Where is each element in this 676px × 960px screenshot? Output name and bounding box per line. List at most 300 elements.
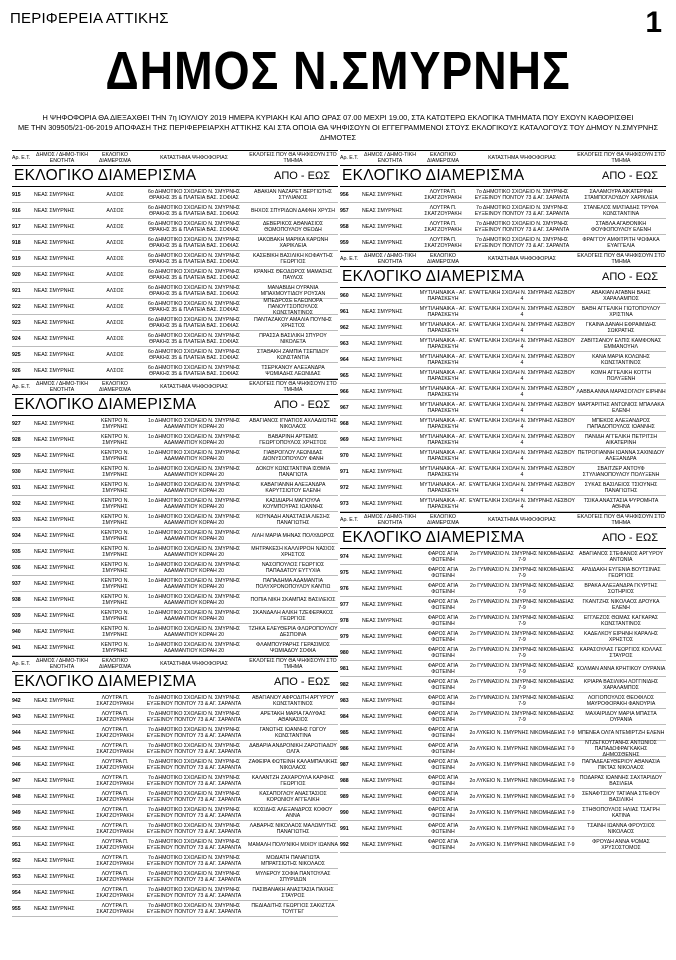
electoral-district: ΚΕΝΤΡΟ Ν. ΣΜΥΡΝΗΣ [101, 433, 129, 446]
polling-station: ΕΥΑΓΓΕΛΙΚΗ ΣΧΟΛΗ Ν. ΣΜΥΡΝΗΣ ΛΕΣΒΟΥ 4 [469, 481, 575, 494]
electoral-district: ΛΟΥΤΡΑ Π. ΣΚΑΤΖΟΥΡΑΚΗ [96, 822, 134, 835]
table-header [340, 512, 666, 528]
district-band-range: ΑΠΟ - ΕΩΣ [274, 676, 330, 688]
table-row [12, 560, 338, 576]
municipality: ΝΕΑΣ ΣΜΥΡΝΗΣ [362, 308, 403, 315]
polling-station: 1ο ΔΗΜΟΤΙΚΟ ΣΧΟΛΕΙΟ Ν. ΣΜΥΡΝΗΣ ΑΔΑΜΑΝΤΙΟΥ ΚΟΡΑΗ 20 [147, 433, 241, 446]
electoral-district: ΑΛΣΟΣ [106, 191, 124, 198]
polling-station: ΕΥΑΓΓΕΛΙΚΗ ΣΧΟΛΗ Ν. ΣΜΥΡΝΗΣ ΛΕΣΒΟΥ 4 [469, 353, 575, 366]
section-number: 943 [12, 713, 21, 720]
polling-station: 7ο ΔΗΜΟΤΙΚΟ ΣΧΟΛΕΙΟ Ν. ΣΜΥΡΝΗΣ ΕΥΞΕΙΝΟΥ ΠΟΝΤΟΥ 73 & ΑΓ. ΣΑΡΑΝΤΑ [474, 236, 570, 249]
municipality: ΝΕΑΣ ΣΜΥΡΝΗΣ [34, 697, 75, 704]
voter-range: ΛΟΓΙΟΠΟΥΛΟΣ ΘΕΟΦΙΛΟΣ ΜΑΥΡΟΦΟΡΑΚΗ ΦΑΝΟΥΡΙΑ [586, 694, 656, 707]
section-number: 959 [340, 239, 349, 246]
electoral-district: ΑΛΣΟΣ [106, 303, 124, 310]
header-district: ΕΚΛΟΓΙΚΟ ΔΙΑΜΕΡΙΣΜΑ [426, 253, 460, 265]
section-number: 942 [12, 697, 21, 704]
header-unit: ΔΗΜΟΣ / ΔΗΜΟ-ΤΙΚΗ ΕΝΟΤΗΤΑ [36, 152, 88, 164]
municipality: ΝΕΑΣ ΣΜΥΡΝΗΣ [362, 239, 403, 246]
section-number: 954 [12, 889, 21, 896]
voter-range: ΦΡΟΥΔΗ ΑΝΝΑ ΨΩΜΑΣ ΧΡΥΣΟΣΤΟΜΟΣ [592, 838, 650, 851]
municipality: ΝΕΑΣ ΣΜΥΡΝΗΣ [34, 841, 75, 848]
polling-station: 1ο ΔΗΜΟΤΙΚΟ ΣΧΟΛΕΙΟ Ν. ΣΜΥΡΝΗΣ ΑΔΑΜΑΝΤΙΟΥ ΚΟΡΑΗ 20 [147, 593, 241, 606]
voter-range: ΣΒΑΙΤΖΕΡ ΑΝΤΟΥΦ ΣΤΥΛΙΑΝΟΠΟΥΛΟΥ ΠΟΛΥΞΕΝΗ [582, 465, 660, 478]
voter-range: ΣΕΝΑΦΤΣΙΟΥ ΤΑΤΙΑΝΑ ΣΤΕΦΟΥ ΒΑΣΙΛΙΚΗ [582, 790, 660, 803]
polling-station: 7ο ΔΗΜΟΤΙΚΟ ΣΧΟΛΕΙΟ Ν. ΣΜΥΡΝΗΣ ΕΥΞΕΙΝΟΥ ΠΟΝΤΟΥ 73 & ΑΓ. ΣΑΡΑΝΤΑ [146, 742, 242, 755]
voter-range: ΜΑΜΑΛΗ ΠΟΛΥΝΙΚΗ ΜΙΧΟΥ ΙΩΑΝΝΑ [248, 841, 338, 848]
section-number: 965 [340, 372, 349, 379]
polling-station: 6ο ΔΗΜΟΤΙΚΟ ΣΧΟΛΕΙΟ Ν. ΣΜΥΡΝΗΣ ΘΡΑΚΗΣ 35 & ΠΛΑΤΕΙΑ ΒΑΣ. ΣΟΦΙΑΣ [147, 364, 241, 377]
section-number: 922 [12, 303, 21, 310]
electoral-district: ΦΑΡΟΣ ΑΓΙΑ ΦΩΤΕΙΝΗ [427, 566, 459, 579]
polling-station: ΕΥΑΓΓΕΛΙΚΗ ΣΧΟΛΗ Ν. ΣΜΥΡΝΗΣ ΛΕΣΒΟΥ 4 [469, 465, 575, 478]
section-number: 990 [340, 809, 349, 816]
section-number: 979 [340, 633, 349, 640]
voter-range: ΝΑΣΟΠΟΥΛΟΣ ΓΕΩΡΓΙΟΣ ΠΑΠΑΔΑΤΟΥ ΕΥΤΥΧΙΑ [261, 561, 325, 574]
polling-station: 7ο ΔΗΜΟΤΙΚΟ ΣΧΟΛΕΙΟ Ν. ΣΜΥΡΝΗΣ ΕΥΞΕΙΝΟΥ ΠΟΝΤΟΥ 73 & ΑΓ. ΣΑΡΑΝΤΑ [146, 854, 242, 867]
voter-range: ΠΑΣΙΒΑΝΑΚΗ ΑΝΑΣΤΑΣΙΑ ΠΑΧΗΣ ΣΤΑΥΡΟΣ [252, 886, 334, 899]
electoral-district: ΜΥΤΙΛΗΝΑΙΚΑ - ΑΓ. ΠΑΡΑΣΚΕΥΗ [419, 497, 467, 510]
electoral-district: ΦΑΡΟΣ ΑΓΙΑ ΦΩΤΕΙΝΗ [427, 726, 459, 739]
municipality: ΝΕΑΣ ΣΜΥΡΝΗΣ [34, 777, 75, 784]
electoral-district: ΜΥΤΙΛΗΝΑΙΚΑ - ΑΓ. ΠΑΡΑΣΚΕΥΗ [419, 289, 467, 302]
section-number: 985 [340, 729, 349, 736]
municipality: ΝΕΑΣ ΣΜΥΡΝΗΣ [34, 729, 75, 736]
municipality: ΝΕΑΣ ΣΜΥΡΝΗΣ [362, 585, 403, 592]
section-number: 976 [340, 585, 349, 592]
table-row [340, 368, 666, 384]
table-row [340, 565, 666, 581]
polling-station: ΕΥΑΓΓΕΛΙΚΗ ΣΧΟΛΗ Ν. ΣΜΥΡΝΗΣ ΛΕΣΒΟΥ 4 [469, 417, 575, 430]
polling-station: ΕΥΑΓΓΕΛΙΚΗ ΣΧΟΛΗ Ν. ΣΜΥΡΝΗΣ ΛΕΣΒΟΥ 4 [469, 289, 575, 302]
table-row [12, 187, 338, 203]
voter-range: ΚΑΡΑΣΟΥΛΑΣ ΓΕΩΡΓΙΟΣ ΚΟΛΛΑΣ ΣΤΑΥΡΟΣ [579, 646, 663, 659]
voter-range: ΤΣΙΚΑ ΑΝΑΣΤΑΣΙΑ ΨΥΡΟΜΗΤΑ ΑΘΗΝΑ [583, 497, 659, 510]
section-number: 970 [340, 452, 349, 459]
header-district: ΕΚΛΟΓΙΚΟ ΔΙΑΜΕΡΙΣΜΑ [426, 152, 460, 164]
voter-range: ΣΤΑΒΛΑ ΑΓΑΘΟΝΙΚΗ ΦΟΥΦΟΠΟΥΛΟΥ ΕΛΕΝΗ [591, 220, 651, 233]
municipality: ΝΕΑΣ ΣΜΥΡΝΗΣ [34, 271, 75, 278]
district-band [340, 166, 666, 187]
voter-range: ΜΑΡΓΑΡΙΤΗΣ ΑΝΤΩΝΙΟΣ ΜΠΑΛΑΚΑ ΕΛΕΝΗ [577, 401, 665, 414]
header-voters: ΕΚΛΟΓΕΙΣ ΠΟΥ ΘΑ ΨΗΦΙΣΟΥΝ ΣΤΟ ΤΜΗΜΑ [577, 152, 665, 164]
polling-station: 2ο ΛΥΚΕΙΟ Ν. ΣΜΥΡΝΗΣ ΝΙΚΟΜΗΔΕΙΑΣ 7-9 [469, 841, 575, 848]
electoral-district: ΚΕΝΤΡΟ Ν. ΣΜΥΡΝΗΣ [101, 481, 129, 494]
voter-range: ΓΑΝΩΤΗΣ ΙΩΑΝΝΗΣ ΓΩΓΟΥ ΚΩΝΣΤΑΝΤΙΝΑ [259, 726, 327, 739]
municipality: ΝΕΑΣ ΣΜΥΡΝΗΣ [362, 713, 403, 720]
voter-range: ΜΥΛΕΡΟΥ ΣΟΦΙΑ ΠΑΝΤΟΥΛΑΣ ΣΠΥΡΙΔΩΝ [255, 870, 331, 883]
municipality: ΝΕΑΣ ΣΜΥΡΝΗΣ [34, 793, 75, 800]
header-voters: ΕΚΛΟΓΕΙΣ ΠΟΥ ΘΑ ΨΗΦΙΣΟΥΝ ΣΤΟ ΤΜΗΜΑ [577, 253, 665, 265]
electoral-district: ΛΟΥΤΡΑ Π. ΣΚΑΤΖΟΥΡΑΚΗ [96, 694, 134, 707]
municipality: ΝΕΑΣ ΣΜΥΡΝΗΣ [34, 207, 75, 214]
polling-station: 2ο ΓΥΜΝΑΣΙΟ Ν. ΣΜΥΡΝΗΣ ΝΙΚΟΜΗΔΕΙΑΣ 7-9 [469, 582, 575, 595]
table-row [340, 549, 666, 565]
section-number: 928 [12, 436, 21, 443]
district-band [12, 395, 338, 416]
polling-station: 7ο ΔΗΜΟΤΙΚΟ ΣΧΟΛΕΙΟ Ν. ΣΜΥΡΝΗΣ ΕΥΞΕΙΝΟΥ ΠΟΝΤΟΥ 73 & ΑΓ. ΣΑΡΑΝΤΑ [146, 886, 242, 899]
electoral-district: ΛΟΥΤΡΑ Π. ΣΚΑΤΖΟΥΡΑΚΗ [96, 742, 134, 755]
voter-range: ΤΣΑΙΝΗ ΙΩΑΝΝΑ ΦΡΟΥΣΙΟΣ ΝΙΚΟΛΑΟΣ [587, 822, 655, 835]
table-row [340, 821, 666, 837]
voter-range: ΓΙΑΒΡΟΓΛΟΥ ΛΕΩΝΙΔΑΣ ΔΙΟΝΥΣΟΠΟΥΛΟΥ ΦΑΝΗ [262, 449, 324, 462]
table-header [12, 379, 338, 395]
municipality: ΝΕΑΣ ΣΜΥΡΝΗΣ [362, 372, 403, 379]
table-row [12, 219, 338, 235]
electoral-district: ΦΑΡΟΣ ΑΓΙΑ ΦΩΤΕΙΝΗ [427, 582, 459, 595]
section-number: 921 [12, 287, 21, 294]
header-unit: ΔΗΜΟΣ / ΔΗΜΟ-ΤΙΚΗ ΕΝΟΤΗΤΑ [36, 658, 88, 670]
electoral-district: ΛΟΥΤΡΑ Π. ΣΚΑΤΖΟΥΡΑΚΗ [96, 710, 134, 723]
district-band-range: ΑΠΟ - ΕΩΣ [602, 271, 658, 283]
table-row [12, 773, 338, 789]
table-row [340, 773, 666, 789]
table-row [340, 597, 666, 613]
municipality: ΝΕΑΣ ΣΜΥΡΝΗΣ [34, 223, 75, 230]
electoral-district: ΦΑΡΟΣ ΑΓΙΑ ΦΩΤΕΙΝΗ [427, 758, 459, 771]
municipality: ΝΕΑΣ ΣΜΥΡΝΗΣ [362, 191, 403, 198]
voter-range: ΠΕΤΡΟΓΙΑΝΝΗ ΙΩΑΝΝΑ ΣΑΧΙΝΙΔΟΥ ΑΛΕΞΑΝΔΡΑ [577, 449, 665, 462]
voter-range: ΓΚΑΝΤΖΗΣ ΝΙΚΟΛΑΟΣ ΔΡΟΥΚΑ ΕΛΕΝΗ [582, 598, 660, 611]
municipality: ΝΕΑΣ ΣΜΥΡΝΗΣ [34, 628, 75, 635]
table-row [12, 693, 338, 709]
section-number: 924 [12, 335, 21, 342]
municipality: ΝΕΑΣ ΣΜΥΡΝΗΣ [34, 825, 75, 832]
table-row [12, 757, 338, 773]
voter-range: ΜΑΧΑΙΡΙΔΟΥ ΜΑΡΙΑ ΜΠΑΣΤΑ ΟΥΡΑΝΙΑ [585, 710, 657, 723]
voter-range: ΖΑΦΕΙΡΑ ΦΩΤΕΙΝΗ ΚΑΛΑΜΠΑΛΙΚΗΣ ΝΙΚΟΛΑΟΣ [248, 758, 338, 771]
voter-range: ΠΕΔΙΑΔΙΤΗΣ ΓΕΩΡΓΙΟΣ ΣΑΚΙΖΤΖΑ ΤΟΥΓΓΕΓ [251, 902, 335, 915]
electoral-district: ΛΟΥΤΡΑ Π. ΣΚΑΤΖΟΥΡΑΚΗ [424, 220, 462, 233]
voter-range: ΒΑΒΑΡΙΝΗ ΑΡΤΕΜΙΣ ΓΕΩΡΓΟΠΟΥΛΟΣ ΧΡΗΣΤΟΣ [259, 433, 327, 446]
table-row [340, 400, 666, 416]
district-band-title: ΕΚΛΟΓΙΚΟ ΔΙΑΜΕΡΙΣΜΑ [14, 673, 197, 690]
voter-range: ΚΑΛΑΝΤΖΗ ΖΑΧΑΡΟΥΛΑ ΚΑΡΦΗΣ ΓΕΩΡΓΙΟΣ [251, 774, 335, 787]
table-row [340, 288, 666, 304]
table-row [12, 805, 338, 821]
municipality: ΝΕΑΣ ΣΜΥΡΝΗΣ [362, 825, 403, 832]
polling-station: 7ο ΔΗΜΟΤΙΚΟ ΣΧΟΛΕΙΟ Ν. ΣΜΥΡΝΗΣ ΕΥΞΕΙΝΟΥ ΠΟΝΤΟΥ 73 & ΑΓ. ΣΑΡΑΝΤΑ [146, 710, 242, 723]
table-row [12, 821, 338, 837]
electoral-district: ΑΛΣΟΣ [106, 287, 124, 294]
table-row [12, 299, 338, 315]
header-station: ΚΑΤΑΣΤΗΜΑ ΨΗΦΟΦΟΡΙΑΣ [160, 155, 228, 161]
electoral-district: ΚΕΝΤΡΟ Ν. ΣΜΥΡΝΗΣ [101, 641, 129, 654]
table-row [12, 837, 338, 853]
table-row [12, 480, 338, 496]
polling-station: ΕΥΑΓΓΕΛΙΚΗ ΣΧΟΛΗ Ν. ΣΜΥΡΝΗΣ ΛΕΣΒΟΥ 4 [469, 369, 575, 382]
polling-station: ΕΥΑΓΓΕΛΙΚΗ ΣΧΟΛΗ Ν. ΣΜΥΡΝΗΣ ΛΕΣΒΟΥ 4 [469, 497, 575, 510]
polling-station: 6ο ΔΗΜΟΤΙΚΟ ΣΧΟΛΕΙΟ Ν. ΣΜΥΡΝΗΣ ΘΡΑΚΗΣ 35 & ΠΛΑΤΕΙΑ ΒΑΣ. ΣΟΦΙΑΣ [147, 188, 241, 201]
municipality: ΝΕΑΣ ΣΜΥΡΝΗΣ [362, 649, 403, 656]
polling-station: 7ο ΔΗΜΟΤΙΚΟ ΣΧΟΛΕΙΟ Ν. ΣΜΥΡΝΗΣ ΕΥΞΕΙΝΟΥ ΠΟΝΤΟΥ 73 & ΑΓ. ΣΑΡΑΝΤΑ [146, 838, 242, 851]
header-voters: ΕΚΛΟΓΕΙΣ ΠΟΥ ΘΑ ΨΗΦΙΣΟΥΝ ΣΤΟ ΤΜΗΜΑ [577, 514, 665, 526]
electoral-district: ΜΥΤΙΛΗΝΑΙΚΑ - ΑΓ. ΠΑΡΑΣΚΕΥΗ [419, 449, 467, 462]
electoral-district: ΑΛΣΟΣ [106, 223, 124, 230]
section-number: 977 [340, 601, 349, 608]
voter-range: ΣΚΑΝΔΑΛΗ ΑΛΙΚΗ ΤΖΕΦΕΡΑΚΟΣ ΓΕΩΡΓΙΟΣ [252, 609, 334, 622]
section-number: 930 [12, 468, 21, 475]
electoral-district: ΜΥΤΙΛΗΝΑΙΚΑ - ΑΓ. ΠΑΡΑΣΚΕΥΗ [419, 369, 467, 382]
table-row [340, 677, 666, 693]
municipality: ΝΕΑΣ ΣΜΥΡΝΗΣ [362, 420, 403, 427]
voter-range: ΕΓΓΛΕΖΟΣ ΘΩΜΑΣ ΚΑΓΚΑΡΑΣ ΚΩΝΣΤΑΝΤΙΝΟΣ [583, 614, 659, 627]
section-number: 931 [12, 484, 21, 491]
voter-range: ΑΒΑΓΙΑΝΟΣ ΣΤΕΦΑΝΟΣ ΑΡΓΥΡΟΥ ΑΝΤΩΝΙΑ [578, 550, 664, 563]
municipality: ΝΕΑΣ ΣΜΥΡΝΗΣ [34, 452, 75, 459]
electoral-district: ΛΟΥΤΡΑ Π. ΣΚΑΤΖΟΥΡΑΚΗ [96, 774, 134, 787]
table-row [340, 805, 666, 821]
electoral-district: ΦΑΡΟΣ ΑΓΙΑ ΦΩΤΕΙΝΗ [427, 806, 459, 819]
municipality: ΝΕΑΣ ΣΜΥΡΝΗΣ [362, 617, 403, 624]
polling-station: 2ο ΓΥΜΝΑΣΙΟ Ν. ΣΜΥΡΝΗΣ ΝΙΚΟΜΗΔΕΙΑΣ 7-9 [469, 630, 575, 643]
polling-station: 6ο ΔΗΜΟΤΙΚΟ ΣΧΟΛΕΙΟ Ν. ΣΜΥΡΝΗΣ ΘΡΑΚΗΣ 35 & ΠΛΑΤΕΙΑ ΒΑΣ. ΣΟΦΙΑΣ [147, 348, 241, 361]
municipality: ΝΕΑΣ ΣΜΥΡΝΗΣ [362, 665, 403, 672]
section-number: 938 [12, 596, 21, 603]
polling-station: 7ο ΔΗΜΟΤΙΚΟ ΣΧΟΛΕΙΟ Ν. ΣΜΥΡΝΗΣ ΕΥΞΕΙΝΟΥ ΠΟΝΤΟΥ 73 & ΑΓ. ΣΑΡΑΝΤΑ [146, 870, 242, 883]
electoral-district: ΚΕΝΤΡΟ Ν. ΣΜΥΡΝΗΣ [101, 417, 129, 430]
municipality: ΝΕΑΣ ΣΜΥΡΝΗΣ [362, 340, 403, 347]
polling-station: 6ο ΔΗΜΟΤΙΚΟ ΣΧΟΛΕΙΟ Ν. ΣΜΥΡΝΗΣ ΘΡΑΚΗΣ 35 & ΠΛΑΤΕΙΑ ΒΑΣ. ΣΟΦΙΑΣ [147, 236, 241, 249]
header-num: Αρ. Ε.Τ. [12, 661, 31, 667]
municipality: ΝΕΑΣ ΣΜΥΡΝΗΣ [362, 388, 403, 395]
municipality: ΝΕΑΣ ΣΜΥΡΝΗΣ [362, 777, 403, 784]
table-header [340, 150, 666, 166]
voter-range: ΚΑΣΑΠΟΓΛΟΥ ΑΝΑΣΤΑΣΙΟΣ ΚΟΡΩΝΙΟΥ ΑΓΓΕΛΙΚΗ [259, 790, 327, 803]
municipality: ΝΕΑΣ ΣΜΥΡΝΗΣ [34, 761, 75, 768]
electoral-district: ΦΑΡΟΣ ΑΓΙΑ ΦΩΤΕΙΝΗ [427, 710, 459, 723]
voter-range: ΑΒΑΚΙΑΝ ΝΑΖΑΡΕΤ ΒΕΡΓΙΩΤΗΣ ΣΤΥΛΙΑΝΟΣ [254, 188, 332, 201]
electoral-district: ΚΕΝΤΡΟ Ν. ΣΜΥΡΝΗΣ [101, 529, 129, 542]
polling-station: 6ο ΔΗΜΟΤΙΚΟ ΣΧΟΛΕΙΟ Ν. ΣΜΥΡΝΗΣ ΘΡΑΚΗΣ 35 & ΠΛΑΤΕΙΑ ΒΑΣ. ΣΟΦΙΑΣ [147, 268, 241, 281]
municipality: ΝΕΑΣ ΣΜΥΡΝΗΣ [362, 729, 403, 736]
section-number: 968 [340, 420, 349, 427]
electoral-district: ΛΟΥΤΡΑ Π. ΣΚΑΤΖΟΥΡΑΚΗ [96, 790, 134, 803]
table-row [12, 347, 338, 363]
section-number: 969 [340, 436, 349, 443]
electoral-district: ΦΑΡΟΣ ΑΓΙΑ ΦΩΤΕΙΝΗ [427, 694, 459, 707]
voter-range: ΜΠΕΝΕΑ ΟΛΓΑ ΝΤΕΜΙΡΤΖΗ ΕΛΕΝΗ [577, 729, 665, 736]
section-number: 956 [340, 191, 349, 198]
section-number: 936 [12, 564, 21, 571]
municipality: ΝΕΑΣ ΣΜΥΡΝΗΣ [34, 713, 75, 720]
polling-station: 2ο ΓΥΜΝΑΣΙΟ Ν. ΣΜΥΡΝΗΣ ΝΙΚΟΜΗΔΕΙΑΣ 7-9 [469, 662, 575, 675]
municipality: ΝΕΑΣ ΣΜΥΡΝΗΣ [34, 484, 75, 491]
left-column [12, 150, 338, 956]
section-number: 981 [340, 665, 349, 672]
section-number: 964 [340, 356, 349, 363]
table-row [340, 235, 666, 251]
municipality: ΝΕΑΣ ΣΜΥΡΝΗΣ [362, 697, 403, 704]
table-row [340, 837, 666, 853]
table-row [340, 757, 666, 773]
header-voters: ΕΚΛΟΓΕΙΣ ΠΟΥ ΘΑ ΨΗΦΙΣΟΥΝ ΣΤΟ ΤΜΗΜΑ [249, 381, 337, 393]
polling-station: 6ο ΔΗΜΟΤΙΚΟ ΣΧΟΛΕΙΟ Ν. ΣΜΥΡΝΗΣ ΘΡΑΚΗΣ 35 & ΠΛΑΤΕΙΑ ΒΑΣ. ΣΟΦΙΑΣ [147, 220, 241, 233]
polling-station: ΕΥΑΓΓΕΛΙΚΗ ΣΧΟΛΗ Ν. ΣΜΥΡΝΗΣ ΛΕΣΒΟΥ 4 [469, 401, 575, 414]
header-unit: ΔΗΜΟΣ / ΔΗΜΟ-ΤΙΚΗ ΕΝΟΤΗΤΑ [364, 152, 416, 164]
table-row [340, 581, 666, 597]
section-number: 975 [340, 569, 349, 576]
table-row [12, 203, 338, 219]
table-row [340, 645, 666, 661]
section-number: 918 [12, 239, 21, 246]
section-number: 932 [12, 500, 21, 507]
section-number: 973 [340, 500, 349, 507]
municipality: ΝΕΑΣ ΣΜΥΡΝΗΣ [34, 287, 75, 294]
table-row [12, 869, 338, 885]
table-row [12, 576, 338, 592]
electoral-district: ΦΑΡΟΣ ΑΓΙΑ ΦΩΤΕΙΝΗ [427, 662, 459, 675]
electoral-district: ΜΥΤΙΛΗΝΑΙΚΑ - ΑΓ. ΠΑΡΑΣΚΕΥΗ [419, 353, 467, 366]
header-num: Αρ. Ε.Τ. [340, 155, 359, 161]
table-row [12, 251, 338, 267]
voter-range: ΣΑΛΑΜΟΥΡΑ ΑΙΚΑΤΕΡΙΝΗ ΣΤΑΜΠΟΓΛΟΥΔΟΥ ΧΑΡΙΚΛΕΙΑ [584, 188, 658, 201]
section-number: 983 [340, 697, 349, 704]
table-row [12, 741, 338, 757]
voter-range: ΦΛΑΜΠΟΥΡΑΡΗΣ ΓΕΡΑΣΙΜΟΣ ΨΩΜΙΑΔΟΥ ΣΟΦΙΑ [256, 641, 330, 654]
municipality: ΝΕΑΣ ΣΜΥΡΝΗΣ [362, 324, 403, 331]
polling-station: 1ο ΔΗΜΟΤΙΚΟ ΣΧΟΛΕΙΟ Ν. ΣΜΥΡΝΗΣ ΑΔΑΜΑΝΤΙΟΥ ΚΟΡΑΗ 20 [147, 481, 241, 494]
municipality: ΝΕΑΣ ΣΜΥΡΝΗΣ [34, 596, 75, 603]
municipality: ΝΕΑΣ ΣΜΥΡΝΗΣ [34, 351, 75, 358]
polling-station: 2ο ΓΥΜΝΑΣΙΟ Ν. ΣΜΥΡΝΗΣ ΝΙΚΟΜΗΔΕΙΑΣ 7-9 [469, 710, 575, 723]
electoral-district: ΑΛΣΟΣ [106, 239, 124, 246]
polling-station: 2ο ΛΥΚΕΙΟ Ν. ΣΜΥΡΝΗΣ ΝΙΚΟΜΗΔΕΙΑΣ 7-9 [469, 729, 575, 736]
voter-range: ΚΑΒΑΓΙΑΝΝΗ ΑΛΕΞΑΝΔΡΑ ΚΑΡΥΤΣΙΩΤΟΥ ΕΛΕΝΗ [260, 481, 326, 494]
section-number: 927 [12, 420, 21, 427]
table-row [12, 267, 338, 283]
section-number: 953 [12, 873, 21, 880]
municipality: ΝΕΑΣ ΣΜΥΡΝΗΣ [34, 239, 75, 246]
polling-station: 2ο ΛΥΚΕΙΟ Ν. ΣΜΥΡΝΗΣ ΝΙΚΟΜΗΔΕΙΑΣ 7-9 [469, 809, 575, 816]
district-band-range: ΑΠΟ - ΕΩΣ [602, 532, 658, 544]
table-row [12, 235, 338, 251]
voter-range: ΜΗΤΡΑΚΕΣΗ ΚΑΛΛΙΡΡΟΗ ΝΑΣΙΟΣ ΧΡΗΣΤΟΣ [251, 545, 335, 558]
table-row [340, 304, 666, 320]
header-voters: ΕΚΛΟΓΕΙΣ ΠΟΥ ΘΑ ΨΗΦΙΣΟΥΝ ΣΤΟ ΤΜΗΜΑ [249, 658, 337, 670]
voter-range: ΑΒΑΓΙΑΝΟΥ ΑΦΡΟΔΙΤΗ ΑΡΓΥΡΟΥ ΚΩΝΣΤΑΝΤΙΝΟΣ [251, 694, 335, 707]
electoral-district: ΜΥΤΙΛΗΝΑΙΚΑ - ΑΓ. ΠΑΡΑΣΚΕΥΗ [419, 321, 467, 334]
header-voters: ΕΚΛΟΓΕΙΣ ΠΟΥ ΘΑ ΨΗΦΙΣΟΥΝ ΣΤΟ ΤΜΗΜΑ [249, 152, 337, 164]
header-station: ΚΑΤΑΣΤΗΜΑ ΨΗΦΟΦΟΡΙΑΣ [160, 384, 228, 390]
table-row [340, 741, 666, 757]
electoral-district: ΚΕΝΤΡΟ Ν. ΣΜΥΡΝΗΣ [101, 625, 129, 638]
voter-range: ΝΤΖΕΓΚΟΥΤΑΝΗΣ ΑΝΤΩΝΙΟΣ ΠΑΠΑΔΟΦΡΑΓΚΑΚΗΣ ΔΗΜΟΣΘΕΝΗΣ [585, 739, 657, 758]
section-number: 992 [340, 841, 349, 848]
municipality: ΝΕΑΣ ΣΜΥΡΝΗΣ [34, 516, 75, 523]
municipality: ΝΕΑΣ ΣΜΥΡΝΗΣ [34, 319, 75, 326]
table-row [340, 203, 666, 219]
municipality: ΝΕΑΣ ΣΜΥΡΝΗΣ [34, 191, 75, 198]
electoral-district: ΚΕΝΤΡΟ Ν. ΣΜΥΡΝΗΣ [101, 593, 129, 606]
polling-station: 2ο ΓΥΜΝΑΣΙΟ Ν. ΣΜΥΡΝΗΣ ΝΙΚΟΜΗΔΕΙΑΣ 7-9 [469, 694, 575, 707]
table-row [12, 432, 338, 448]
section-number: 971 [340, 468, 349, 475]
section-number: 988 [340, 777, 349, 784]
electoral-district: ΑΛΣΟΣ [106, 271, 124, 278]
section-number: 967 [340, 404, 349, 411]
section-number: 961 [340, 308, 349, 315]
electoral-district: ΑΛΣΟΣ [106, 335, 124, 342]
electoral-district: ΚΕΝΤΡΟ Ν. ΣΜΥΡΝΗΣ [101, 577, 129, 590]
voter-range: ΑΒΑΓΙΑΝΟΣ ΙΓΝΑΤΙΟΣ ΑΧΛΑΔΙΩΤΗΣ ΝΙΚΟΛΑΟΣ [249, 417, 337, 430]
polling-station: 2ο ΓΥΜΝΑΣΙΟ Ν. ΣΜΥΡΝΗΣ ΝΙΚΟΜΗΔΕΙΑΣ 7-9 [469, 614, 575, 627]
polling-station: 7ο ΔΗΜΟΤΙΚΟ ΣΧΟΛΕΙΟ Ν. ΣΜΥΡΝΗΣ ΕΥΞΕΙΝΟΥ ΠΟΝΤΟΥ 73 & ΑΓ. ΣΑΡΑΝΤΑ [146, 806, 242, 819]
table-row [340, 336, 666, 352]
electoral-district: ΜΥΤΙΛΗΝΑΙΚΑ - ΑΓ. ΠΑΡΑΣΚΕΥΗ [419, 433, 467, 446]
electoral-district: ΜΥΤΙΛΗΝΑΙΚΑ - ΑΓ. ΠΑΡΑΣΚΕΥΗ [419, 481, 467, 494]
polling-station: 2ο ΓΥΜΝΑΣΙΟ Ν. ΣΜΥΡΝΗΣ ΝΙΚΟΜΗΔΕΙΑΣ 7-9 [469, 598, 575, 611]
header-station: ΚΑΤΑΣΤΗΜΑ ΨΗΦΟΦΟΡΙΑΣ [160, 661, 228, 667]
electoral-district: ΜΥΤΙΛΗΝΑΙΚΑ - ΑΓ. ΠΑΡΑΣΚΕΥΗ [419, 401, 467, 414]
electoral-district: ΛΟΥΤΡΑ Π. ΣΚΑΤΖΟΥΡΑΚΗ [96, 870, 134, 883]
municipality: ΝΕΑΣ ΣΜΥΡΝΗΣ [34, 532, 75, 539]
voter-range: ΜΑΝΑΒΙΔΗ ΟΥΡΑΝΙΑ ΜΠΑΧΜΟΥΤΙΔΟΥ ΡΟΥΣΑΝ [260, 284, 326, 297]
voter-range: ΠΑΝΙΔΗ ΑΓΓΕΛΙΚΗ ΠΕΤΡΙΤΣΗ ΑΙΚΑΤΕΡΙΝΗ [584, 433, 658, 446]
municipality: ΝΕΑΣ ΣΜΥΡΝΗΣ [34, 809, 75, 816]
section-number: 934 [12, 532, 21, 539]
electoral-district: ΦΑΡΟΣ ΑΓΙΑ ΦΩΤΕΙΝΗ [427, 550, 459, 563]
table-row [12, 709, 338, 725]
electoral-district: ΑΛΣΟΣ [106, 255, 124, 262]
table-row [12, 528, 338, 544]
voter-range: ΖΑΒΙΤΣΑΝΟΥ ΕΛΠΙΣ ΚΑΜΦΟΝΑΣ ΕΜΜΑΝΟΥΗΛ [580, 337, 662, 350]
polling-station: 2ο ΓΥΜΝΑΣΙΟ Ν. ΣΜΥΡΝΗΣ ΝΙΚΟΜΗΔΕΙΑΣ 7-9 [469, 566, 575, 579]
table-row [12, 789, 338, 805]
table-row [12, 608, 338, 624]
municipality: ΝΕΑΣ ΣΜΥΡΝΗΣ [34, 857, 75, 864]
municipality: ΝΕΑΣ ΣΜΥΡΝΗΣ [34, 564, 75, 571]
section-number: 923 [12, 319, 21, 326]
voter-range: ΚΟΜΗ ΑΓΓΕΛΙΚΗ ΚΟΤΤΗ ΠΟΛΥΞΕΝΗ [590, 369, 652, 382]
header-station: ΚΑΤΑΣΤΗΜΑ ΨΗΦΟΦΟΡΙΑΣ [488, 155, 556, 161]
electoral-district: ΛΟΥΤΡΑ Π. ΣΚΑΤΖΟΥΡΑΚΗ [96, 838, 134, 851]
municipality: ΝΕΑΣ ΣΜΥΡΝΗΣ [34, 367, 75, 374]
electoral-district: ΦΑΡΟΣ ΑΓΙΑ ΦΩΤΕΙΝΗ [427, 742, 459, 755]
voter-range: ΔΑΒΑΡΙΑ ΑΝΔΡΟΝΙΚΗ ΖΑΡΩΤΙΑΔΟΥ ΟΛΓΑ [249, 742, 337, 755]
municipality: ΝΕΑΣ ΣΜΥΡΝΗΣ [34, 580, 75, 587]
polling-station: 6ο ΔΗΜΟΤΙΚΟ ΣΧΟΛΕΙΟ Ν. ΣΜΥΡΝΗΣ ΘΡΑΚΗΣ 35 & ΠΛΑΤΕΙΑ ΒΑΣ. ΣΟΦΙΑΣ [147, 284, 241, 297]
electoral-district: ΚΕΝΤΡΟ Ν. ΣΜΥΡΝΗΣ [101, 609, 129, 622]
section-number: 986 [340, 745, 349, 752]
section-number: 939 [12, 612, 21, 619]
polling-station: 1ο ΔΗΜΟΤΙΚΟ ΣΧΟΛΕΙΟ Ν. ΣΜΥΡΝΗΣ ΑΔΑΜΑΝΤΙΟΥ ΚΟΡΑΗ 20 [147, 449, 241, 462]
polling-station: 7ο ΔΗΜΟΤΙΚΟ ΣΧΟΛΕΙΟ Ν. ΣΜΥΡΝΗΣ ΕΥΞΕΙΝΟΥ ΠΟΝΤΟΥ 73 & ΑΓ. ΣΑΡΑΝΤΑ [146, 790, 242, 803]
intro-line-2: ΜΕ ΤΗΝ 309505/21-06-2019 ΑΠΟΦΑΣΗ ΤΗΣ ΠΕΡΙΦΕΡΕΙΑΡΧΗ ΑΤΤΙΚΗΣ ΚΑΙ ΣΤΑ ΟΠΟΙΑ ΘΑ ΨΗΦΙΣΟΥΝ ΟΙ ΕΓΓΕΓΡΑΜΜΕΝΟΙ ΣΤΟΥΣ ΕΚΛΟΓΙΚΟΥΣ ΚΑΤΑΛΟΓΟΥΣ ΤΟΥ ΔΗΜΟΥ Ν.ΣΜΥΡΝΗΣ ΔΗΜΟΤΕΣ [17, 123, 659, 142]
polling-station: 7ο ΔΗΜΟΤΙΚΟ ΣΧΟΛΕΙΟ Ν. ΣΜΥΡΝΗΣ ΕΥΞΕΙΝΟΥ ΠΟΝΤΟΥ 73 & ΑΓ. ΣΑΡΑΝΤΑ [146, 822, 242, 835]
municipality: ΝΕΑΣ ΣΜΥΡΝΗΣ [362, 745, 403, 752]
municipality: ΝΕΑΣ ΣΜΥΡΝΗΣ [362, 404, 403, 411]
electoral-district: ΦΑΡΟΣ ΑΓΙΑ ΦΩΤΕΙΝΗ [427, 678, 459, 691]
electoral-district: ΛΟΥΤΡΑ Π. ΣΚΑΤΖΟΥΡΑΚΗ [424, 236, 462, 249]
table-row [12, 901, 338, 917]
voter-range: ΚΟΥΝΑΔΗ ΑΝΑΣΤΑΣΙΑ ΛΙΕΣΗΣ ΠΑΝΑΓΙΩΤΗΣ [256, 513, 330, 526]
electoral-district: ΚΕΝΤΡΟ Ν. ΣΜΥΡΝΗΣ [101, 465, 129, 478]
table-row [340, 496, 666, 512]
polling-station: 1ο ΔΗΜΟΤΙΚΟ ΣΧΟΛΕΙΟ Ν. ΣΜΥΡΝΗΣ ΑΔΑΜΑΝΤΙΟΥ ΚΟΡΑΗ 20 [147, 545, 241, 558]
voter-range: ΣΤΑΘΑΚΗ ΖΑΜΠΙΑ ΤΣΕΠΙΔΟΥ ΚΩΝΣΤΑΝΤΙΑ [257, 348, 329, 361]
municipality: ΝΕΑΣ ΣΜΥΡΝΗΣ [362, 292, 403, 299]
section-number: 944 [12, 729, 21, 736]
municipality: ΝΕΑΣ ΣΜΥΡΝΗΣ [362, 356, 403, 363]
section-number: 991 [340, 825, 349, 832]
table-row [12, 331, 338, 347]
page-number: 1 [645, 6, 662, 39]
section-number: 982 [340, 681, 349, 688]
table-row [340, 320, 666, 336]
electoral-district: ΦΑΡΟΣ ΑΓΙΑ ΦΩΤΕΙΝΗ [427, 790, 459, 803]
municipality: ΝΕΑΣ ΣΜΥΡΝΗΣ [34, 500, 75, 507]
